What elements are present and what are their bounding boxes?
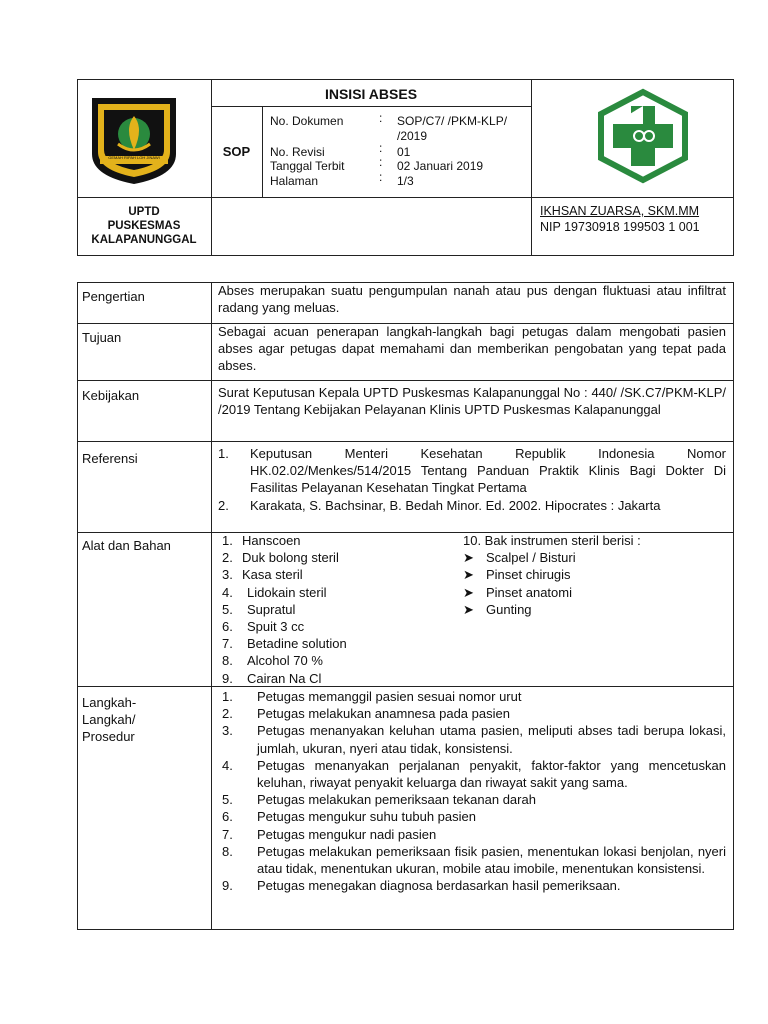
list-text: Lidokain steril xyxy=(247,584,327,600)
meta-sep: : xyxy=(379,141,383,155)
list-item xyxy=(463,549,728,566)
puskesmas-logo xyxy=(595,88,691,184)
sop-label: SOP xyxy=(222,144,251,159)
list-number: 6. xyxy=(222,809,233,825)
list-number: 5. xyxy=(222,601,233,617)
list-item xyxy=(222,618,452,635)
list-number: 1. xyxy=(222,533,233,548)
label-line: Prosedur xyxy=(82,729,135,744)
list-item xyxy=(222,652,452,669)
list-text: Keputusan Menteri Kesehatan Republik Indonesia Nomor HK.02.02/Menkes/514/2015 Tentang Panduan Praktik Klinis Bagi Dokter Di Fasilitas Pelayanan Kesehatan Tingkat Pertama xyxy=(250,446,726,496)
label-pengertian: Pengertian xyxy=(82,289,145,304)
list-item xyxy=(222,601,452,618)
list-item xyxy=(222,791,726,808)
list-number: 7. xyxy=(222,636,233,652)
list-text: Petugas menanyakan keluhan utama pasien, meliputi abses tadi berupa lokasi, jumlah, ukuran, nyeri atau tidak, konsistensi. xyxy=(257,723,726,756)
meta-value: 1/3 xyxy=(397,174,414,188)
list-number: 1. xyxy=(218,446,229,461)
referensi-list xyxy=(218,445,726,514)
list-item xyxy=(218,445,726,497)
list-item xyxy=(463,566,728,583)
meta-label: No. Revisi xyxy=(270,145,325,159)
list-item xyxy=(463,584,728,601)
list-text: Pinset anatomi xyxy=(486,584,572,600)
list-number: 1. xyxy=(222,689,233,704)
list-text: Kasa steril xyxy=(242,567,303,583)
list-item xyxy=(222,705,726,722)
list-item xyxy=(222,635,452,652)
list-item xyxy=(222,670,452,687)
list-text: Petugas memanggil pasien sesuai nomor urut xyxy=(257,689,522,704)
meta-value: 02 Januari 2019 xyxy=(397,159,484,173)
organization-name xyxy=(77,205,211,247)
arrow-bullet-icon: ➤ xyxy=(463,584,474,600)
logo-motto: GEMAH RIPAH LOH JINAWI xyxy=(108,155,160,160)
list-number: 9. xyxy=(222,670,233,686)
list-number: 3. xyxy=(222,567,233,583)
meta-label: No. Dokumen xyxy=(270,114,344,128)
list-number: 8. xyxy=(222,843,233,859)
document-title: INSISI ABSES xyxy=(324,86,418,102)
list-text: Supratul xyxy=(247,601,296,617)
list-number: 4. xyxy=(222,757,233,773)
list-text: Spuit 3 cc xyxy=(247,619,305,635)
meta-sep: : xyxy=(379,155,383,169)
label-referensi: Referensi xyxy=(82,451,138,466)
list-text: Petugas melakukan pemeriksaan tekanan darah xyxy=(257,792,536,808)
list-text: Petugas menanyakan perjalanan penyakit, faktor-faktor yang mencetuskan keluhan, riwayat penyakit keluarga dan riwayat sakit yang sama. xyxy=(257,757,726,791)
org-line: KALAPANUNGGAL xyxy=(91,234,197,246)
org-line: PUSKESMAS xyxy=(107,220,181,232)
list-item xyxy=(222,757,726,791)
text-pengertian: Abses merupakan suatu pengumpulan nanah atau pus dengan fluktuasi atau infiltrat radang yang meluas. xyxy=(218,283,726,316)
meta-value: 01 xyxy=(397,145,411,159)
list-text: Petugas mengukur suhu tubuh pasien xyxy=(257,809,476,825)
list-item xyxy=(222,843,726,877)
signer-name: IKHSAN ZUARSA, SKM.MM xyxy=(540,204,700,218)
signer-nip: NIP 19730918 199503 1 001 xyxy=(540,220,700,234)
text-tujuan: Sebagai acuan penerapan langkah-langkah bagi petugas dalam mengobati pasien abses agar petugas dapat memahami dan memberikan pengobatan yang tepat pada abses. xyxy=(218,324,726,374)
label-alat-bahan: Alat dan Bahan xyxy=(82,538,171,553)
list-number: 2. xyxy=(222,550,233,566)
list-text: Gunting xyxy=(486,601,532,617)
list-text: Alcohol 70 % xyxy=(247,653,323,669)
list-text: Petugas melakukan pemeriksaan fisik pasien, menentukan lokasi benjolan, nyeri atau tidak, menentukan ukuran, mobile atau imobile, menentukan konsistensi. xyxy=(257,843,726,877)
meta-no-dokumen xyxy=(270,114,343,128)
meta-label: Tanggal Terbit xyxy=(270,159,345,173)
list-text: Scalpel / Bisturi xyxy=(486,550,576,566)
list-number: 2. xyxy=(218,497,229,513)
list-text: Petugas menegakan diagnosa berdasarkan hasil pemeriksaan. xyxy=(257,878,621,894)
text-kebijakan: Surat Keputusan Kepala UPTD Puskesmas Kalapanunggal No : 440/ /SK.C7/PKM-KLP/ /2019 Tentang Kebijakan Pelayanan Klinis UPTD Puskesmas Kalapanunggal xyxy=(218,385,726,418)
list-item xyxy=(222,532,452,549)
list-text: Pinset chirugis xyxy=(486,567,571,583)
list-number: 6. xyxy=(222,619,233,635)
list-text: Hanscoen xyxy=(242,533,301,548)
list-text: Duk bolong steril xyxy=(242,550,339,566)
alat-left-list xyxy=(222,532,452,687)
list-number: 8. xyxy=(222,653,233,669)
list-item xyxy=(222,722,726,756)
label-line: Langkah/ xyxy=(82,712,136,727)
label-tujuan: Tujuan xyxy=(82,330,122,345)
label-line: Langkah- xyxy=(82,695,137,710)
list-text: Karakata, S. Bachsinar, B. Bedah Minor. Ed. 2002. Hipocrates : Jakarta xyxy=(250,497,661,513)
list-number: 9. xyxy=(222,878,233,894)
alat-right-list xyxy=(463,532,728,618)
meta-value: SOP/C7/ /PKM-KLP/ /2019 xyxy=(397,114,508,143)
list-number: 2. xyxy=(222,706,233,722)
org-line: UPTD xyxy=(128,206,160,218)
list-number: 7. xyxy=(222,826,233,842)
label-kebijakan: Kebijakan xyxy=(82,388,140,403)
list-number: 5. xyxy=(222,792,233,808)
list-text: Petugas melakukan anamnesa pada pasien xyxy=(257,706,510,722)
list-number: 4. xyxy=(222,584,233,600)
list-text: Petugas mengukur nadi pasien xyxy=(257,826,437,842)
list-text: Betadine solution xyxy=(247,636,347,652)
list-item xyxy=(222,688,726,705)
regency-logo xyxy=(88,94,180,186)
meta-label: Halaman xyxy=(270,174,319,188)
list-number: 3. xyxy=(222,723,233,739)
list-item xyxy=(218,497,726,514)
label-langkah xyxy=(82,694,136,745)
list-item xyxy=(222,877,726,894)
arrow-bullet-icon: ➤ xyxy=(463,567,474,583)
list-item xyxy=(463,601,728,618)
arrow-bullet-icon: ➤ xyxy=(463,601,474,617)
list-heading: 10. Bak instrumen steril berisi : xyxy=(463,533,641,548)
list-item xyxy=(222,549,452,566)
list-item xyxy=(222,808,726,825)
arrow-bullet-icon: ➤ xyxy=(463,550,474,566)
list-text: Cairan Na Cl xyxy=(247,670,322,686)
meta-sep: : xyxy=(379,111,383,125)
meta-sep: : xyxy=(379,170,383,184)
list-item xyxy=(222,566,452,583)
list-item xyxy=(222,826,726,843)
langkah-list xyxy=(222,688,726,894)
list-item xyxy=(222,584,452,601)
